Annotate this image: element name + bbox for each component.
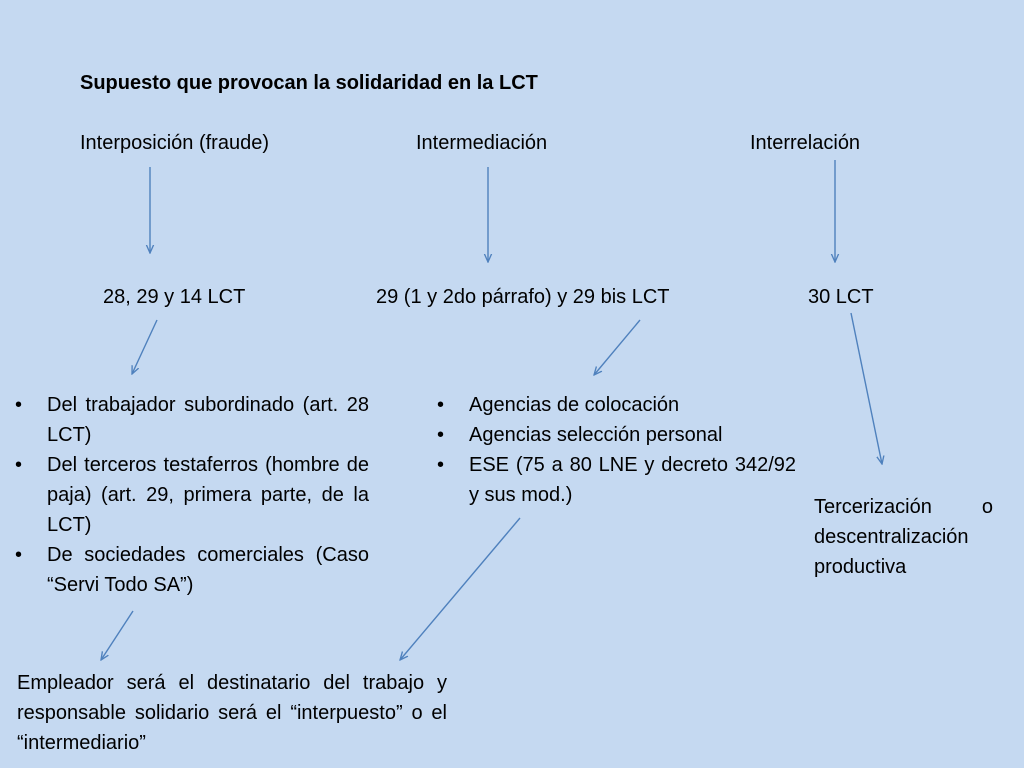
arrow-leftlist-to-bottom [101, 611, 133, 660]
articles-interposicion: 28, 29 y 14 LCT [103, 286, 246, 308]
heading-interposicion: Interposición (fraude) [80, 132, 269, 154]
arrow-midlist-to-bottom [400, 518, 520, 660]
bottom-text: Empleador será el destinatario del trabajo y responsable solidario será el “interpuesto” o el “intermediario” [17, 672, 447, 754]
list-item: • Agencias selección personal [437, 420, 796, 450]
list-item: • De sociedades comerciales (Caso “Servi Todo SA”) [15, 540, 369, 600]
heading-intermediacion: Intermediación [416, 132, 548, 154]
list-item: • ESE (75 a 80 LNE y decreto 342/92 y sus mod.) [437, 450, 796, 510]
slide-title: Supuesto que provocan la solidaridad en la LCT [80, 72, 538, 94]
articles-interrelacion: 30 LCT [808, 286, 874, 308]
heading-interrelacion: Interrelación [750, 132, 861, 154]
right-text: Tercerización o descentralización productiva [814, 496, 993, 578]
arrow-art28-to-list [132, 320, 157, 374]
arrow-art30-to-right [851, 313, 882, 464]
list-item: • Agencias de colocación [437, 390, 796, 420]
list-item: • Del trabajador subordinado (art. 28 LCT) [15, 390, 369, 450]
arrow-art29-to-list [594, 320, 640, 375]
list-item: • Del terceros testaferros (hombre de paja) (art. 29, primera parte, de la LCT) [15, 450, 369, 540]
articles-intermediacion: 29 (1 y 2do párrafo) y 29 bis LCT [376, 286, 670, 308]
